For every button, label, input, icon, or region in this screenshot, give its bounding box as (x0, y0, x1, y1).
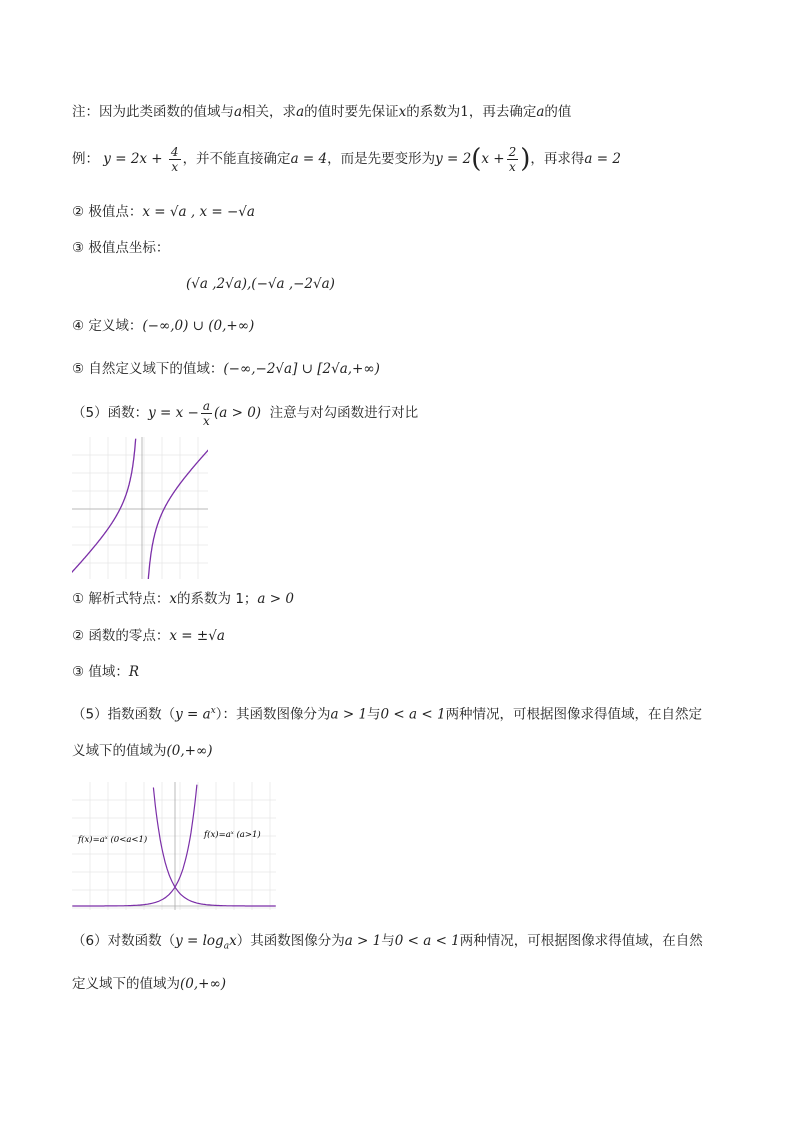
zeros-line: ② 函数的零点：x = ±√a (72, 628, 225, 644)
fraction-4-over-x: $\frac{4}{x}$ (170, 144, 179, 174)
extreme-coords: (√a ,2√a),(−√a ,−2√a) (186, 276, 335, 292)
log-line-2: 定义域下的值域为(0,+∞) (72, 976, 226, 992)
extreme-points: ② 极值点：x = √a , x = −√a (72, 204, 255, 220)
fraction-a-over-x: $\frac{a}{x}$ (202, 398, 210, 428)
exponential-line-1: （5）指数函数$(y = a^x)$：其函数图像分为a > 1与0 < a < 1两种情况，可根据图像求得值域，在自然定 (72, 706, 703, 723)
log-line-1: （6）对数函数$(y = \log_ax)$其函数图像分为a > 1与0 < a < 1两种情况，可根据图像求得值域，在自然 (72, 933, 703, 952)
analytic-features: ① 解析式特点：x的系数为 1；a > 0 (72, 591, 294, 607)
label-growth: f(x)=aˣ (a>1) (204, 830, 261, 840)
curve-right-branch (148, 448, 208, 579)
curve-growth (72, 785, 196, 906)
section5-heading: （5）函数：y = x − $\frac{a}{x}$ (a > 0) 注意与对勾函数进行对比 (72, 398, 419, 428)
extreme-coords-label: ③ 极值点坐标： (72, 240, 170, 256)
example-line: 例： y = 2x + $\frac{4}{x}$ ，并不能直接确定a = 4，而是先要变形为y = 2(x + $\frac{2}{x}$ )，再求得a = 2 (72, 144, 621, 174)
graph-x-minus-a-over-x (72, 437, 208, 579)
curve-decay (153, 788, 275, 907)
note-line: 注：因为此类函数的值域与a相关，求a的值时要先保证x的系数为1，再去确定a的值 (72, 104, 572, 120)
domain-line: ④ 定义域：(−∞,0) ∪ (0,+∞) (72, 318, 255, 334)
fraction-2-over-x: $\frac{2}{x}$ (508, 144, 517, 174)
value-range-line: ③ 值域：R (72, 664, 140, 680)
range-line: ⑤ 自然定义域下的值域：(−∞,−2√a] ∪ [2√a,+∞) (72, 361, 380, 377)
exponential-line-2: 义域下的值域为(0,+∞) (72, 743, 213, 759)
label-decay: f(x)=aˣ (0<a<1) (78, 835, 148, 845)
graph-exponential (72, 782, 276, 910)
